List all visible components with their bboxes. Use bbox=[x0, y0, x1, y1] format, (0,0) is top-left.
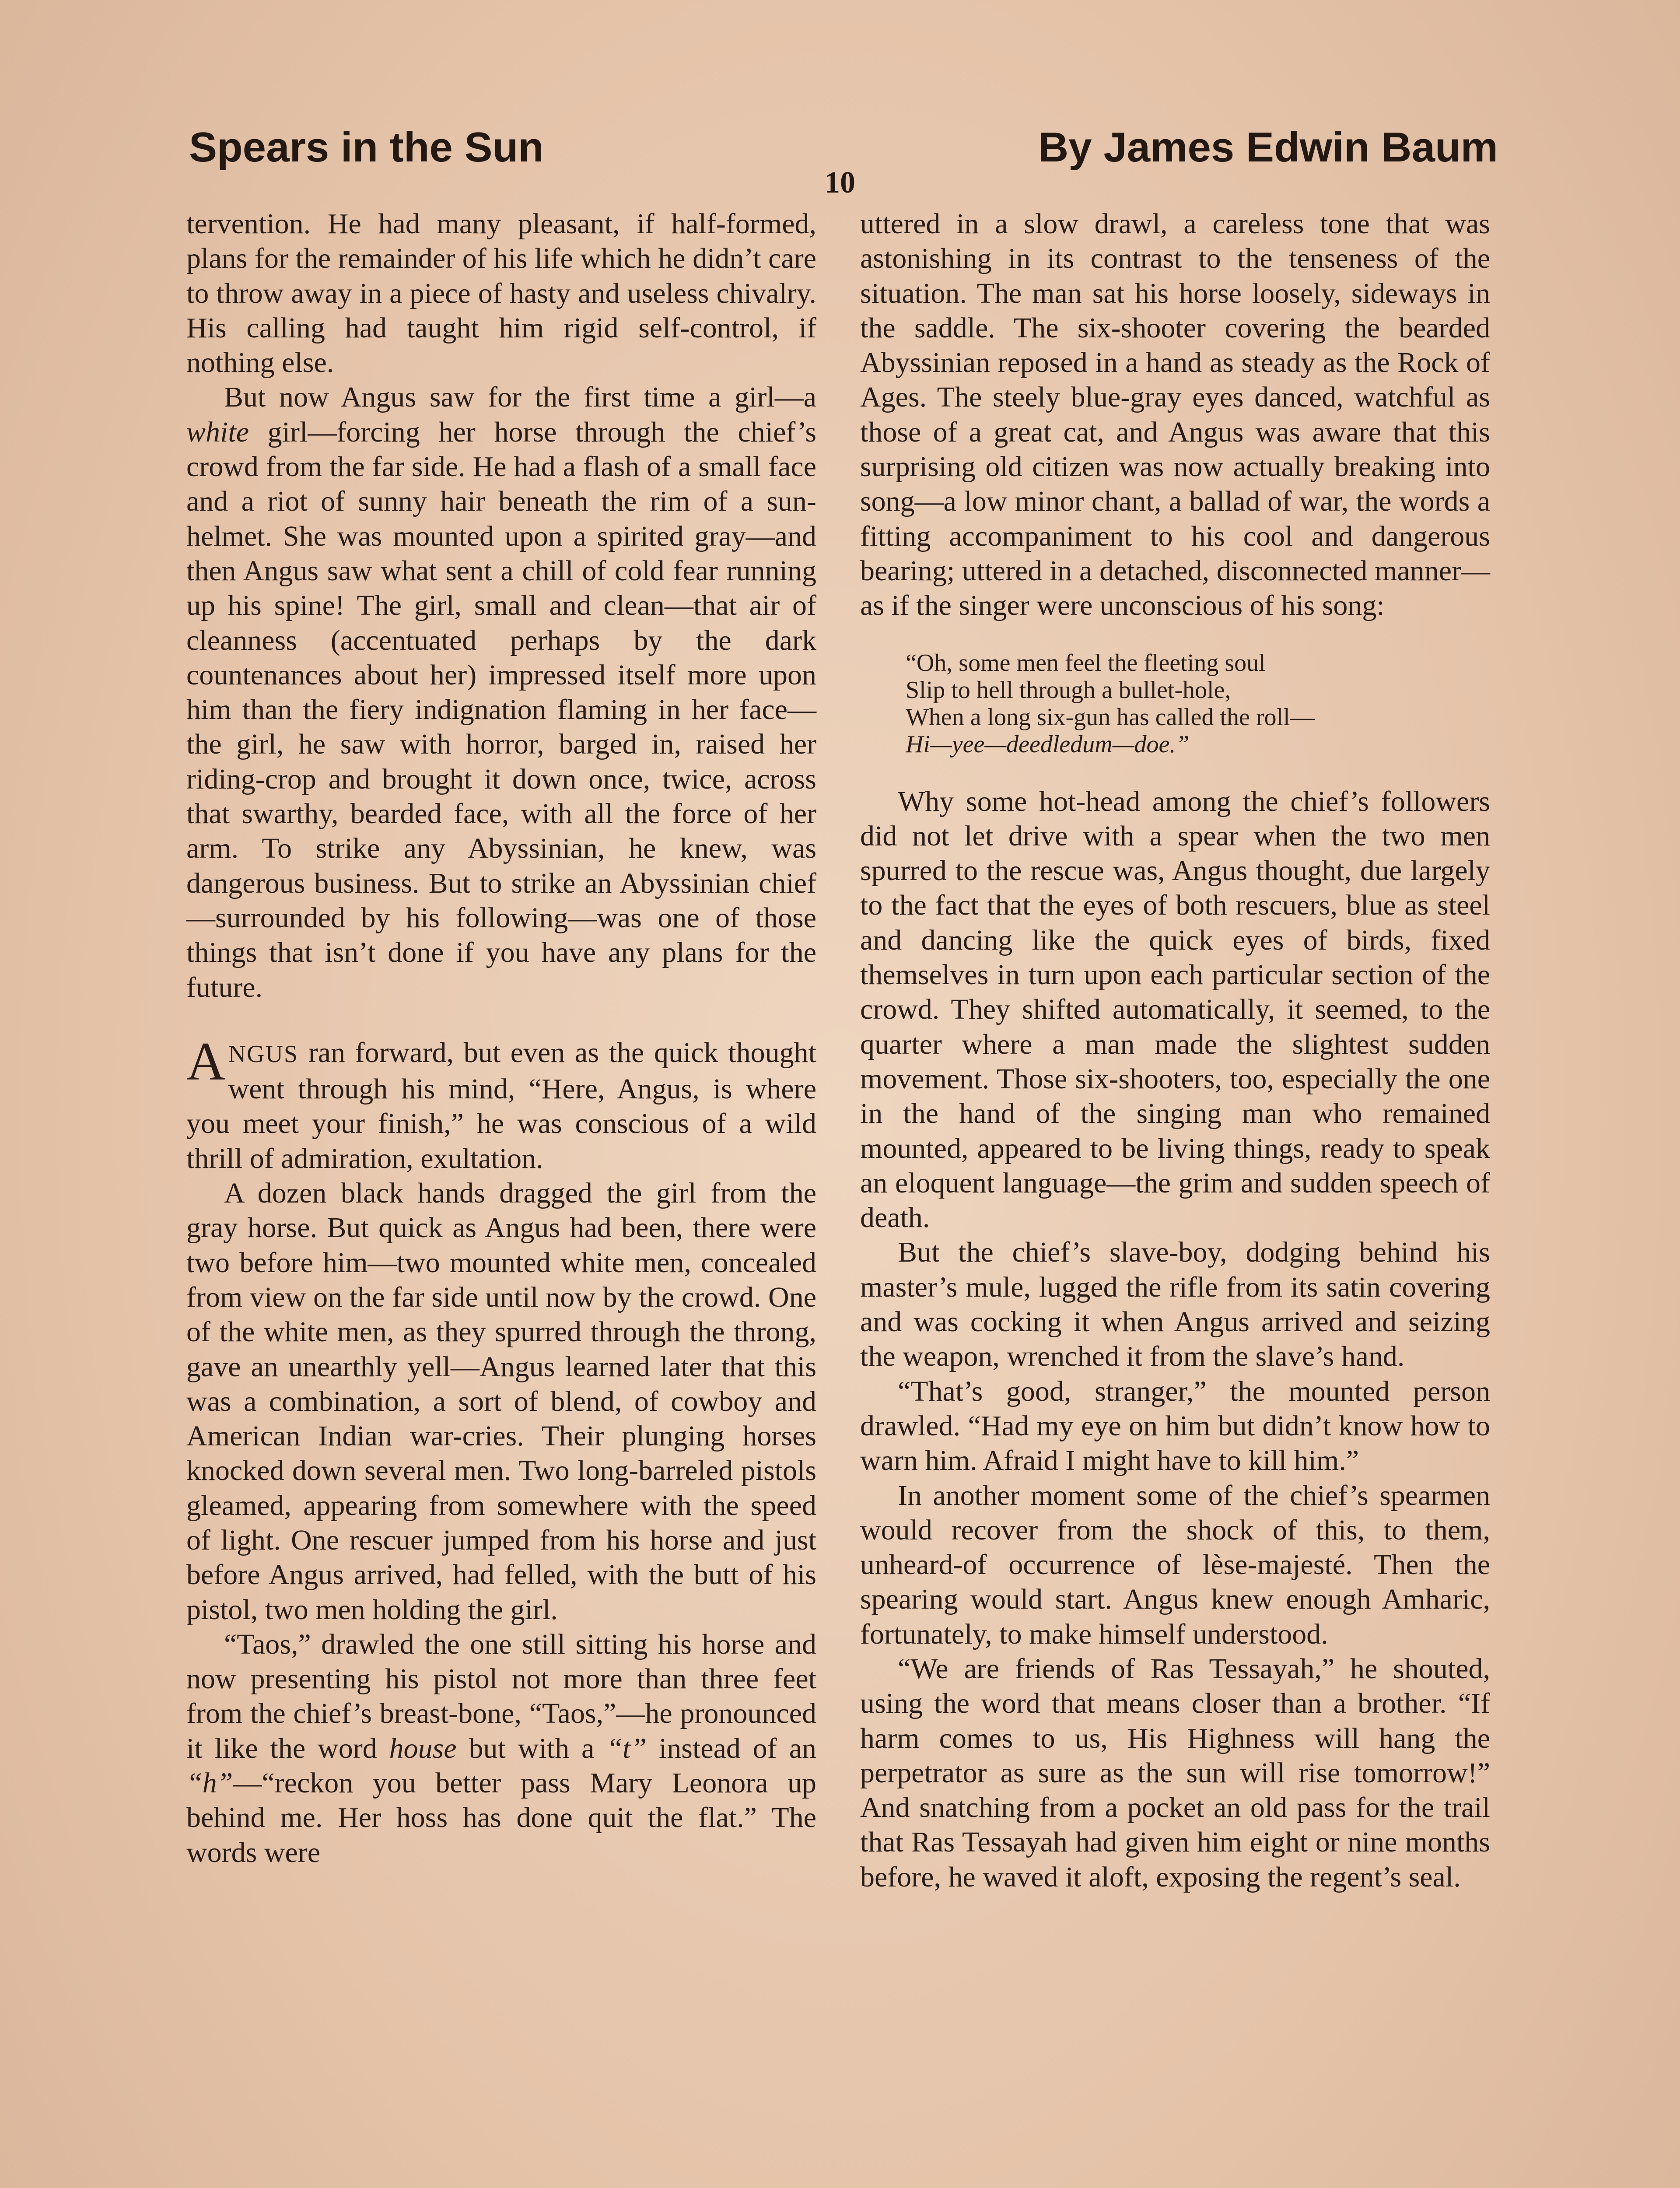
paragraph bbox=[186, 1627, 816, 1870]
paragraph: “That’s good, stranger,” the mounted person drawled. “Had my eye on him but didn’t know how to warn him. Afraid I might have to kill him.” bbox=[860, 1375, 1490, 1477]
verse-line: “Oh, some men feel the fleeting soul bbox=[906, 649, 1266, 677]
author-byline: By James Edwin Baum bbox=[1038, 124, 1498, 171]
section-break bbox=[186, 1005, 816, 1035]
emphasis: Hi—yee—deedledum—doe.” bbox=[906, 730, 1190, 758]
verse-line: Slip to hell through a bullet-hole, bbox=[906, 676, 1231, 704]
text-run: “Taos,” drawled the one still sitting his horse and now presenting his pistol not more than three feet from the chief’s breast-bone, “Taos,”—he pronounced it like the word bbox=[186, 1628, 816, 1764]
text-run: ran forward, but even as the quick thought went through his mind, “Here, Angus, is where you meet your finish,” he was conscious of a wild thrill of admiration, exultation. bbox=[186, 1036, 816, 1175]
text-run: but with a bbox=[456, 1732, 607, 1764]
emphasis: house bbox=[389, 1732, 457, 1764]
paragraph bbox=[186, 1031, 816, 1176]
paragraph: “We are friends of Ras Tessayah,” he shouted, using the word that means closer than a brother. “If harm comes to us, His Highness will hang the perpetrator as sure as the sun will rise tomorrow!” And snatching from a pocket an old pass for the trail that Ras Tessayah had given him eight or nine months before, he waved it aloft, exposing the regent’s seal. bbox=[860, 1652, 1490, 1893]
paragraph: uttered in a slow drawl, a careless tone that was astonishing in its contrast to the tenseness of the situation. The man sat his horse loosely, sideways in the saddle. The six-shooter covering the bearded Abyssinian reposed in a hand as steady as the Rock of Ages. The steely blue-gray eyes danced, watchful as those of a great cat, and Angus was aware that this surprising old citizen was now actually breaking into song—a low minor chant, a ballad of war, the words a fitting accompaniment to his cool and dangerous bearing; uttered in a detached, disconnected manner—as if the singer were unconscious of his song: bbox=[860, 208, 1490, 622]
verse-line: When a long six-gun has called the roll— bbox=[906, 703, 1315, 731]
emphasis: “h” bbox=[186, 1767, 233, 1799]
paragraph: But the chief’s slave-boy, dodging behind his master’s mule, lugged the rifle from its satin covering and was cocking it when Angus arrived and seizing the weapon, wrenched it from the slave’s hand. bbox=[860, 1236, 1490, 1373]
text-run: But now Angus saw for the first time a girl—a bbox=[224, 381, 816, 414]
paragraph: A dozen black hands dragged the girl from the gray horse. But quick as Angus had been, there were two before him—two mounted white men, concealed from view on the far side until now by the crowd. One of the white men, as they spurred through the throng, gave an unearthly yell—Angus learned later that this was a combination, a sort of blend, of cowboy and American Indian war-cries. Their plunging horses knocked down several men. Two long-barreled pistols gleamed, appearing from somewhere with the speed of light. One rescuer jumped from his horse and just before Angus arrived, had felled, with the butt of his pistol, two men holding the girl. bbox=[186, 1177, 816, 1626]
text-run: instead of an bbox=[647, 1732, 817, 1764]
text-run: girl—forcing her horse through the chief’s crowd from the far side. He had a flash of a small face and a riot of sunny hair beneath the rim of a sun-helmet. She was mounted upon a spirited gray—and then Angus saw what sent a chill of cold fear running up his spine! The girl, small and clean—that air of cleanness (accentuated perhaps by the dark countenances about her) impressed itself more upon him than the fiery indignation flaming in her face—the girl, he saw with horror, barged in, raised her riding-crop and brought it down once, twice, across that swarthy, bearded face, with all the force of her arm. To strike any Abyssinian, he knew, was dangerous business. But to strike an Abyssinian chief—surrounded by his following—was one of those things that isn’t done if you have any plans for the future. bbox=[186, 416, 816, 1003]
drop-cap: A bbox=[186, 1031, 226, 1091]
paragraph bbox=[186, 380, 816, 1004]
small-caps: NGUS bbox=[228, 1040, 299, 1068]
paragraph: In another moment some of the chief’s spearmen would recover from the shock of this, to them, unheard-of occurrence of lèse-majesté. Then the spearing would start. Angus knew enough Amharic, fortunately, to make himself understood. bbox=[860, 1479, 1490, 1650]
verse-line bbox=[906, 731, 1490, 758]
paragraph: tervention. He had many pleasant, if half-formed, plans for the remainder of his life which he didn’t care to throw away in a piece of hasty and useless chivalry. His calling had taught him rigid self-control, if nothing else. bbox=[186, 208, 816, 379]
story-title: Spears in the Sun bbox=[189, 124, 544, 171]
left-column bbox=[186, 207, 816, 1870]
page-number: 10 bbox=[825, 166, 855, 200]
right-column bbox=[860, 207, 1490, 1894]
emphasis: white bbox=[186, 416, 249, 448]
song-verse bbox=[906, 649, 1490, 758]
emphasis: “t” bbox=[606, 1732, 647, 1764]
paragraph: Why some hot-head among the chief’s followers did not let drive with a spear when the two men spurred to the rescue was, Angus thought, due largely to the fact that the eyes of both rescuers, blue as steel and dancing like the quick eyes of birds, fixed themselves in turn upon each particular section of the crowd. They shifted automatically, it seemed, to the quarter where a man made the slightest sudden movement. Those six-shooters, too, especially the one in the hand of the singing man who remained mounted, appeared to be living things, ready to speak an eloquent language—the grim and sudden speech of death. bbox=[860, 785, 1490, 1234]
text-run: —“reckon you better pass Mary Leonora up behind me. Her hoss has done quit the flat.” The words were bbox=[186, 1767, 816, 1869]
